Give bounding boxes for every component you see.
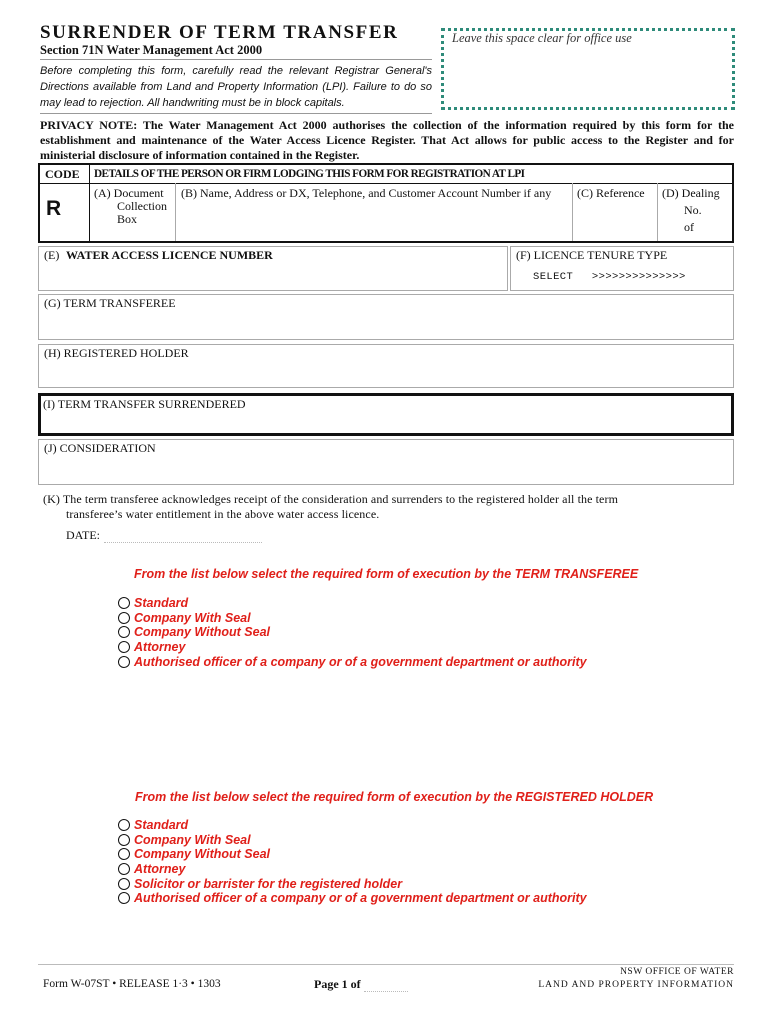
radio-icon[interactable]: [118, 641, 130, 653]
footer-divider: [38, 964, 734, 965]
col-a-line-3: Box: [117, 212, 138, 226]
licence-tenure-select[interactable]: [533, 271, 686, 283]
code-label: CODE: [45, 167, 80, 181]
radio-icon[interactable]: [118, 656, 130, 668]
form-id: Form W-07ST • RELEASE 1·3 • 1303: [43, 978, 221, 990]
date-label: DATE:: [66, 528, 100, 542]
col-d-line-3: of: [684, 220, 694, 234]
term-transferee-field[interactable]: [38, 294, 734, 340]
holder-execution-heading: From the list below select the required form of execution by the REGISTERED HOLDER: [135, 790, 654, 804]
term-transfer-surrendered-field[interactable]: [38, 393, 734, 436]
col-b-label: (B) Name, Address or DX, Telephone, and Customer Account Number if any: [181, 186, 552, 200]
details-row-divider: [89, 183, 732, 184]
field-e-label: (E): [44, 248, 60, 262]
licence-tenure-select-value: SELECT: [533, 271, 574, 283]
radio-icon[interactable]: [118, 834, 130, 846]
holder-option-company-without-seal[interactable]: Company Without Seal: [118, 847, 587, 862]
transferee-execution-options: [118, 596, 587, 669]
office-name-1: NSW OFFICE OF WATER: [620, 967, 734, 977]
col-b-divider: [572, 183, 573, 241]
code-value: R: [46, 197, 62, 220]
holder-option-authorised-officer[interactable]: Authorised officer of a company or of a government department or authority: [118, 891, 587, 906]
holder-execution-options: [118, 818, 587, 906]
privacy-note: PRIVACY NOTE: The Water Management Act 2000 authorises the collection of the information required by this form for the establishment and maintenance of the Water Access Licence Register. That Act allows for public access to the Register and for ministerial disclosure of information contained in the Register.: [40, 118, 734, 162]
consideration-field[interactable]: [38, 439, 734, 485]
lodging-details-table: [38, 163, 734, 243]
registered-holder-field[interactable]: [38, 344, 734, 388]
field-j-label: (J) CONSIDERATION: [44, 441, 156, 455]
col-a-divider: [175, 183, 176, 241]
radio-icon[interactable]: [118, 878, 130, 890]
acknowledgement-text-2: transferee’s water entitlement in the above water access licence.: [66, 507, 380, 521]
holder-option-attorney[interactable]: Attorney: [118, 862, 587, 877]
details-heading: DETAILS OF THE PERSON OR FIRM LODGING THIS FORM FOR REGISTRATION AT LPI: [94, 168, 525, 180]
form-intro: Before completing this form, carefully read the relevant Registrar General's Directions available from Land and Property Information (LPI). Failure to do so may lead to rejection. All handwriting must be in block capitals.: [40, 65, 432, 109]
acknowledgement-text-1: (K) The term transferee acknowledges receipt of the consideration and surrenders to the registered holder all the term: [43, 492, 619, 506]
page-count-input[interactable]: [364, 991, 408, 992]
transferee-option-authorised-officer[interactable]: Authorised officer of a company or of a government department or authority: [118, 654, 587, 669]
transferee-option-standard[interactable]: Standard: [118, 596, 587, 611]
field-e-title: WATER ACCESS LICENCE NUMBER: [66, 248, 273, 262]
field-f-label: (F) LICENCE TENURE TYPE: [516, 248, 668, 262]
page-number-label: Page 1 of: [314, 977, 361, 991]
office-name-2: LAND AND PROPERTY INFORMATION: [538, 980, 734, 990]
radio-icon[interactable]: [118, 612, 130, 624]
water-access-licence-number-field[interactable]: [38, 246, 508, 291]
radio-icon[interactable]: [118, 626, 130, 638]
licence-tenure-type-field: [510, 246, 734, 291]
radio-icon[interactable]: [118, 863, 130, 875]
licence-tenure-select-arrows: >>>>>>>>>>>>>>: [591, 271, 686, 283]
radio-icon[interactable]: [118, 892, 130, 904]
intro-divider: [40, 113, 432, 114]
transferee-execution-heading: From the list below select the required form of execution by the TERM TRANSFEREE: [134, 567, 639, 581]
code-row-divider: [40, 183, 89, 184]
col-c-divider: [657, 183, 658, 241]
office-use-label: Leave this space clear for office use: [452, 31, 632, 45]
field-h-label: (H) REGISTERED HOLDER: [44, 346, 189, 360]
radio-icon[interactable]: [118, 819, 130, 831]
radio-icon[interactable]: [118, 597, 130, 609]
col-d-line-2: No.: [684, 203, 702, 217]
transferee-option-company-without-seal[interactable]: Company Without Seal: [118, 625, 587, 640]
subtitle-divider: [40, 59, 432, 60]
office-use-box: [441, 28, 735, 110]
col-a-line-1: (A) Document: [94, 186, 164, 200]
field-i-label: (I) TERM TRANSFER SURRENDERED: [43, 397, 246, 411]
col-a-line-2: Collection: [117, 199, 167, 213]
form-subtitle: Section 71N Water Management Act 2000: [40, 43, 263, 57]
holder-option-solicitor[interactable]: Solicitor or barrister for the registered holder: [118, 876, 587, 891]
field-g-label: (G) TERM TRANSFEREE: [44, 296, 176, 310]
col-c-label: (C) Reference: [577, 186, 645, 200]
transferee-option-company-with-seal[interactable]: Company With Seal: [118, 611, 587, 626]
radio-icon[interactable]: [118, 848, 130, 860]
transferee-option-attorney[interactable]: Attorney: [118, 640, 587, 655]
holder-option-standard[interactable]: Standard: [118, 818, 587, 833]
col-d-line-1: (D) Dealing: [662, 186, 720, 200]
holder-option-company-with-seal[interactable]: Company With Seal: [118, 833, 587, 848]
date-input[interactable]: [104, 542, 262, 543]
code-divider: [89, 165, 90, 241]
form-title: SURRENDER OF TERM TRANSFER: [40, 22, 399, 43]
